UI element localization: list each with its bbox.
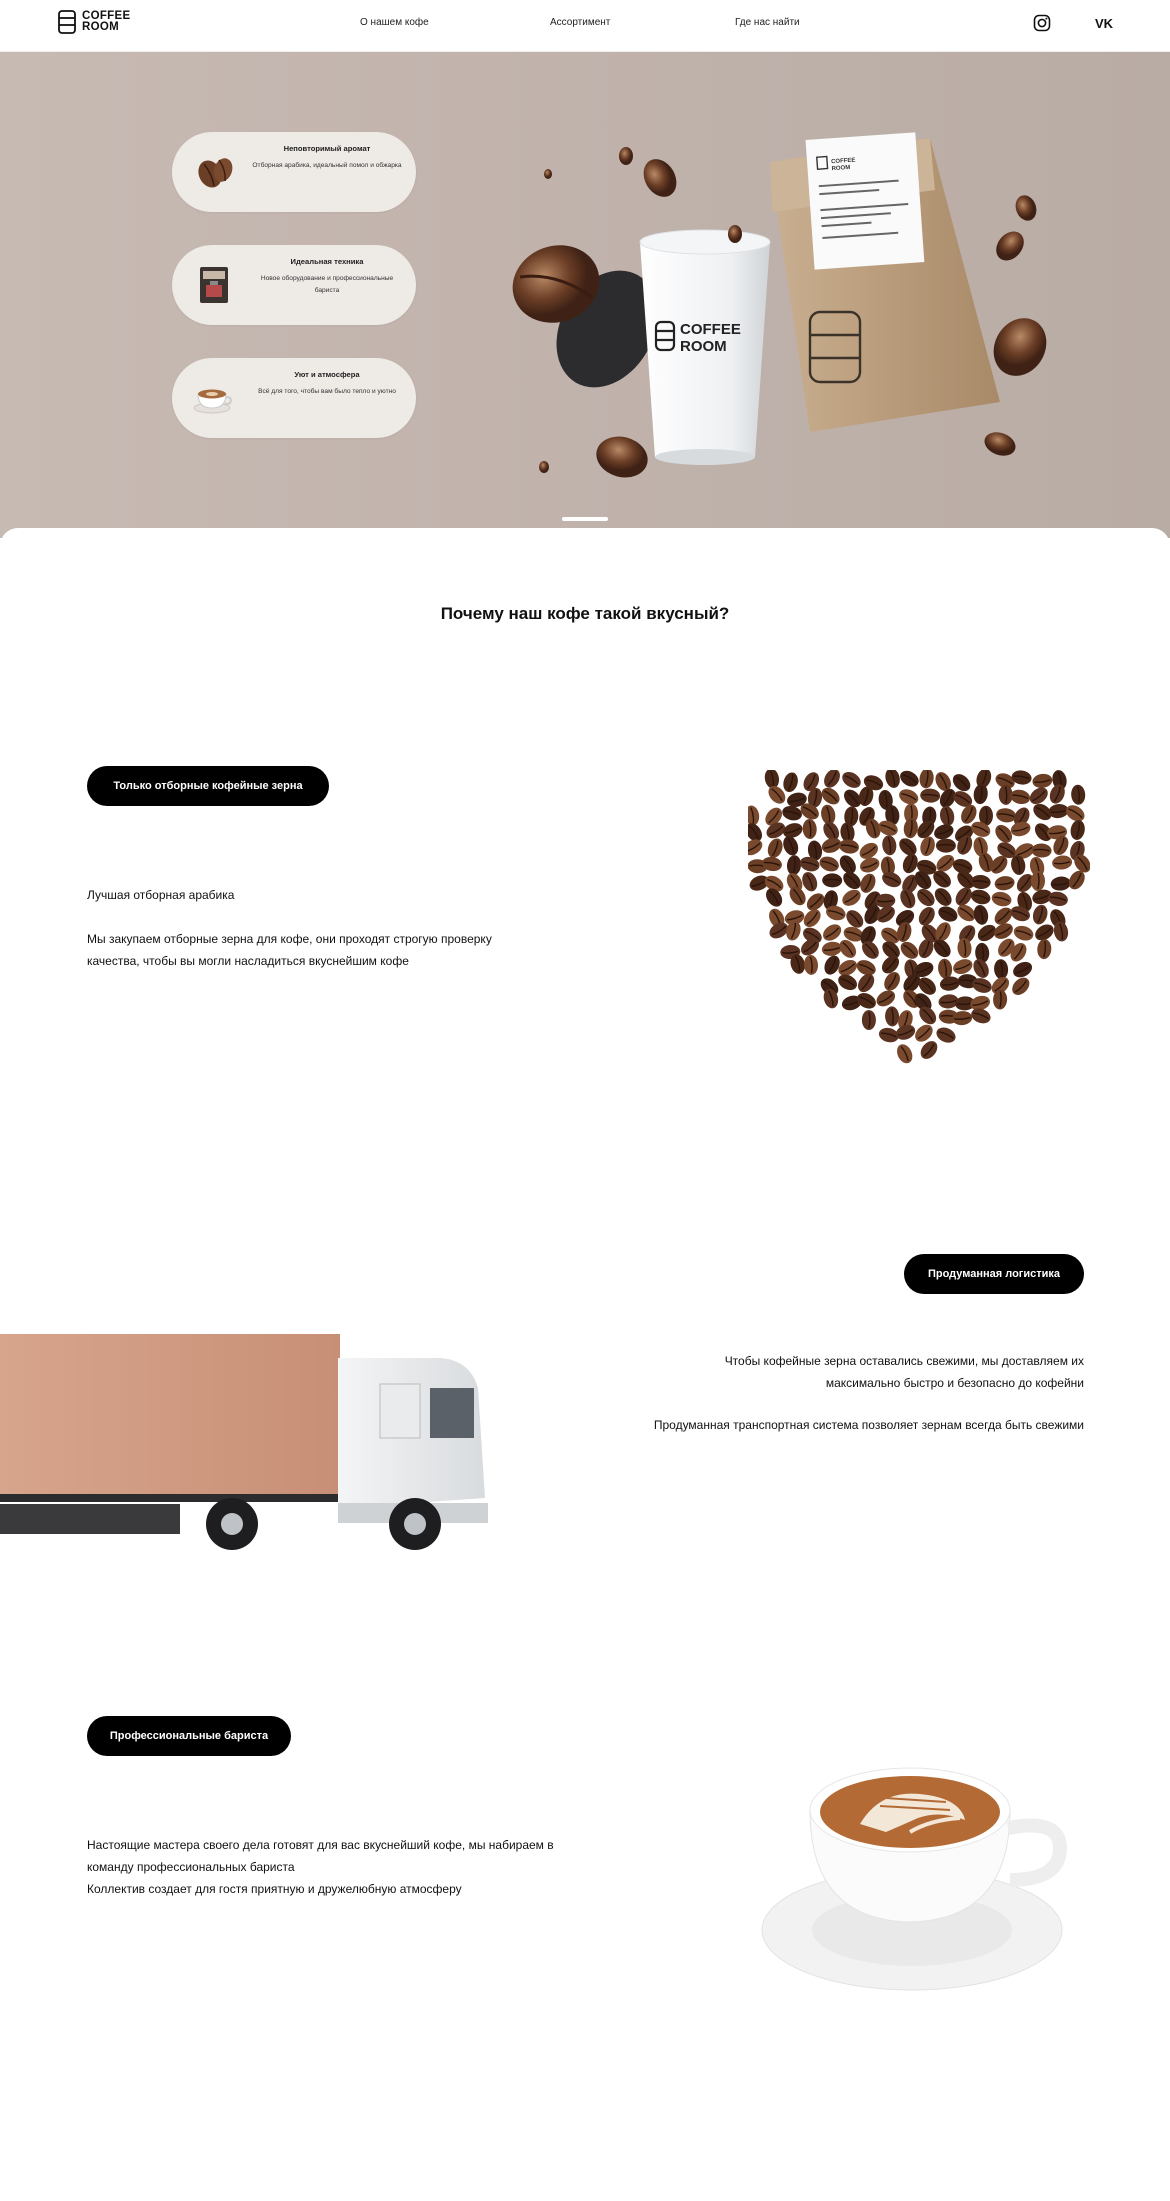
site-header [0,0,1170,52]
vk-icon[interactable] [1093,12,1115,34]
feature-title: Уют и атмосфера [294,370,360,379]
coffee-room-logo-icon [56,7,78,37]
feature-title: Неповторимый аромат [283,144,371,153]
coffee-bag [770,132,1000,432]
slider-indicator[interactable] [562,517,608,521]
why-section [0,528,1170,2201]
logistics-text-1: Чтобы кофейные зерна оставались свежими, мы доставляем их максимально быстро и безопасно до кофейни [724,1354,1084,1390]
logo-text: COFFEE ROOM [82,10,131,33]
tag-select-beans: Только отборные кофейные зерна [87,766,329,806]
coffee-machine-icon [190,261,238,309]
bag-label-line2: ROOM [831,164,851,173]
hero-banner [0,52,1170,538]
cup-brand-line1: COFFEE [680,321,741,338]
feature-desc: Новое оборудование и профессиональные бариста [260,275,394,294]
feature-pill-equipment [172,245,416,325]
feature-desc: Всё для того, чтобы вам было тепло и уютно [258,388,396,395]
nav-find-us[interactable]: Где нас найти [735,17,800,28]
vk-icon-label: VK [1094,16,1114,30]
coffee-bean-heart-image [748,770,1090,1110]
feature-pill-aroma [172,132,416,212]
logistics-text-2: Продуманная транспортная система позволяет зернам всегда быть свежими [653,1418,1084,1432]
coffee-cup-icon [190,374,238,422]
cappuccino-cup-image [760,1740,1080,2010]
coffee-cup [640,230,770,465]
cup-brand-line2: ROOM [680,338,727,355]
section-heading: Почему наш кофе такой вкусный? [440,604,730,623]
feature-title: Идеальная техника [290,257,364,266]
nav-assortment[interactable]: Ассортимент [550,17,611,28]
feature-pill-atmosphere [172,358,416,438]
beans-text-2: Мы закупаем отборные зерна для кофе, они проходят строгую проверку качества, чтобы вы могли насладиться вкуснейшим кофе [87,932,492,968]
coffee-beans-icon [190,148,238,196]
delivery-truck-image [0,1298,500,1550]
baristas-text-1: Настоящие мастера своего дела готовят для вас вкуснейший кофе, мы набираем в команду профессиональных бариста [87,1838,554,1874]
baristas-text-2: Коллектив создает для гостя приятную и дружелюбную атмосферу [87,1882,462,1896]
hero-product-illustration [510,72,1070,512]
nav-about-coffee[interactable]: О нашем кофе [360,17,429,28]
tag-baristas: Профессиональные бариста [87,1716,291,1756]
tag-logistics: Продуманная логистика [904,1254,1084,1294]
instagram-icon[interactable] [1031,12,1053,34]
logo[interactable] [56,7,130,37]
feature-desc: Отборная арабика, идеальный помол и обжарка [252,162,402,169]
beans-text-1: Лучшая отборная арабика [87,888,235,902]
bag-label-line1: COFFEE [830,157,856,166]
